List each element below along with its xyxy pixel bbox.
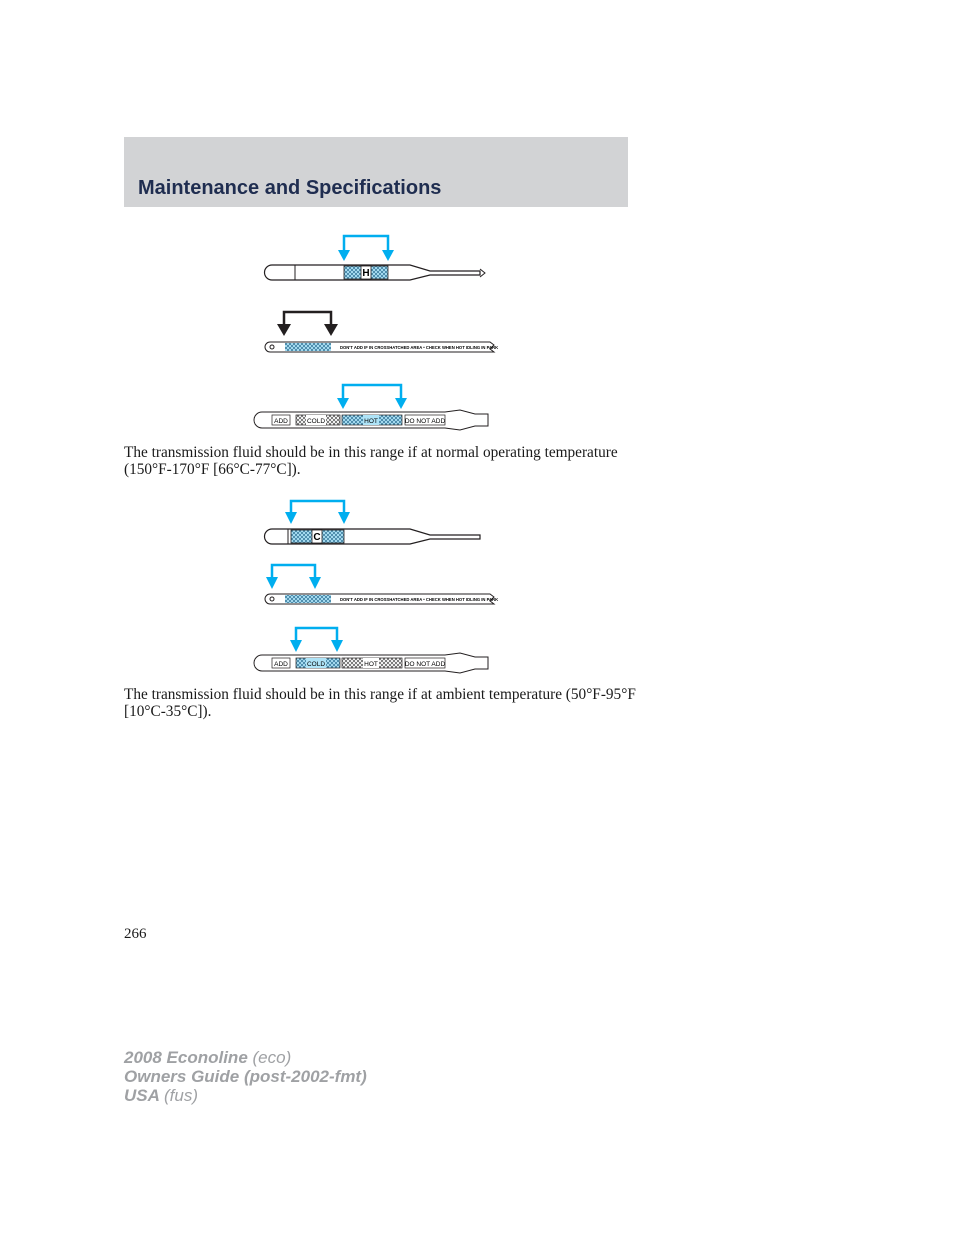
header-band <box>124 137 628 207</box>
footer-guide: Owners Guide (post-2002-fmt) <box>124 1067 367 1086</box>
ambient-range-paragraph: The transmission fluid should be in this range if at ambient temperature (50°F-95°F [10°C-35°C]). <box>124 686 636 720</box>
flat-dipstick <box>265 342 498 352</box>
labeled-dipstick <box>254 653 488 673</box>
range-bracket-black <box>277 312 338 336</box>
footer-model: 2008 Econoline <box>124 1048 248 1067</box>
round-dipstick <box>265 529 481 544</box>
labeled-dipstick <box>254 410 488 430</box>
do-not-add-label: DO NOT ADD <box>404 661 446 668</box>
cold-label: COLD <box>306 661 326 668</box>
add-label: ADD <box>274 661 288 668</box>
hot-label: HOT <box>364 418 378 425</box>
page-number: 266 <box>124 926 147 942</box>
strip-text: DON'T ADD IF IN CROSSHATCHED AREA • CHECK WHEN HOT IDLING IN PARK <box>340 597 499 602</box>
h-mark: H <box>362 268 370 279</box>
flat-dipstick <box>265 594 498 604</box>
range-bracket-blue <box>290 628 343 652</box>
range-bracket-blue <box>338 236 394 261</box>
hot-range-figure <box>250 232 510 432</box>
cold-label: COLD <box>306 418 326 425</box>
add-label: ADD <box>274 418 288 425</box>
do-not-add-label: DO NOT ADD <box>404 418 446 425</box>
page-title: Maintenance and Specifications <box>138 177 442 199</box>
strip-text: DON'T ADD IF IN CROSSHATCHED AREA • CHECK WHEN HOT IDLING IN PARK <box>340 345 499 350</box>
footer-market-code: (fus) <box>164 1086 198 1105</box>
range-bracket-blue <box>337 385 407 409</box>
range-bracket-blue <box>266 565 321 589</box>
hot-range-paragraph: The transmission fluid should be in this range if at normal operating temperature (150°F-170°F [66°C-77°C]). <box>124 444 618 478</box>
footer-model-code: (eco) <box>252 1048 292 1067</box>
ambient-range-figure <box>250 497 510 677</box>
range-bracket-blue <box>285 501 350 524</box>
hot-label: HOT <box>364 661 378 668</box>
round-dipstick <box>265 265 486 280</box>
c-mark: C <box>313 532 321 543</box>
footer-doc-id <box>124 1048 367 1105</box>
footer-market: USA <box>124 1086 160 1105</box>
